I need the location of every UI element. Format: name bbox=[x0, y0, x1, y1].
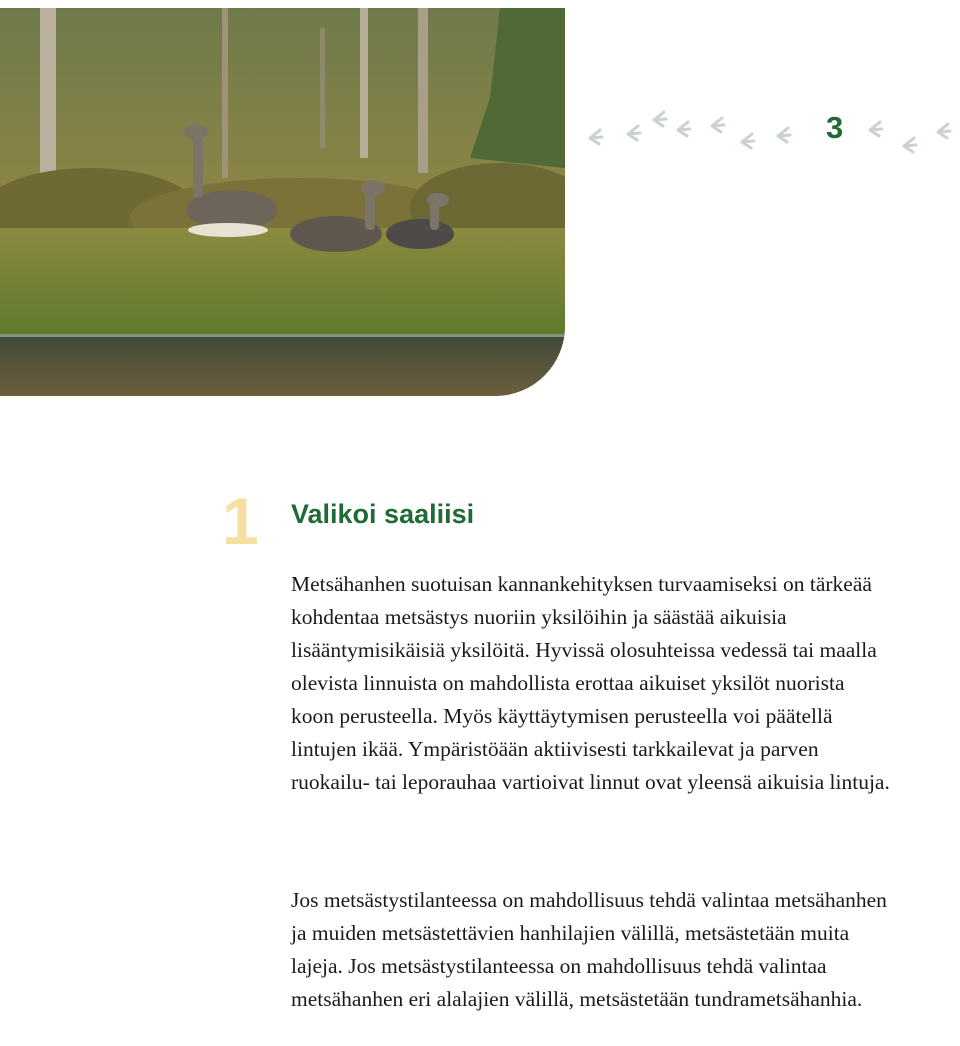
goose-tracks-decoration bbox=[570, 108, 960, 158]
goose-photo bbox=[0, 8, 565, 396]
page-number: 3 bbox=[826, 110, 844, 145]
body-paragraph-1: Metsähanhen suotuisan kannankehityksen turvaamiseksi on tärkeää kohdentaa metsästys nuoriin yksilöihin ja säästää aikuisia lisääntymisikäisiä yksilöitä. Hyvissä olosuhteissa vedessä tai maalla olevista linnuista on mahdollista erottaa aikuiset yksilöt nuorista koon perusteella. Myös käyttäytymisen perusteella voi päätellä lintujen ikää. Ympäristöään aktiivisesti tarkkailevat ja parven ruokailu- tai leporauhaa vartioivat linnut ovat yleensä aikuisia lintuja. bbox=[291, 572, 890, 794]
body-paragraph-2: Jos metsästystilanteessa on mahdollisuus tehdä valintaa metsähanhen ja muiden metsästettävien hanhilajien välillä, metsästetään muita lajeja. Jos metsästystilanteessa on mahdollisuus tehdä valintaa metsähanhen eri alalajien välillä, metsästetään tundrametsähanhia. bbox=[291, 888, 887, 1011]
section-number: 1 bbox=[222, 484, 259, 558]
section-title: Valikoi saaliisi bbox=[291, 499, 475, 529]
